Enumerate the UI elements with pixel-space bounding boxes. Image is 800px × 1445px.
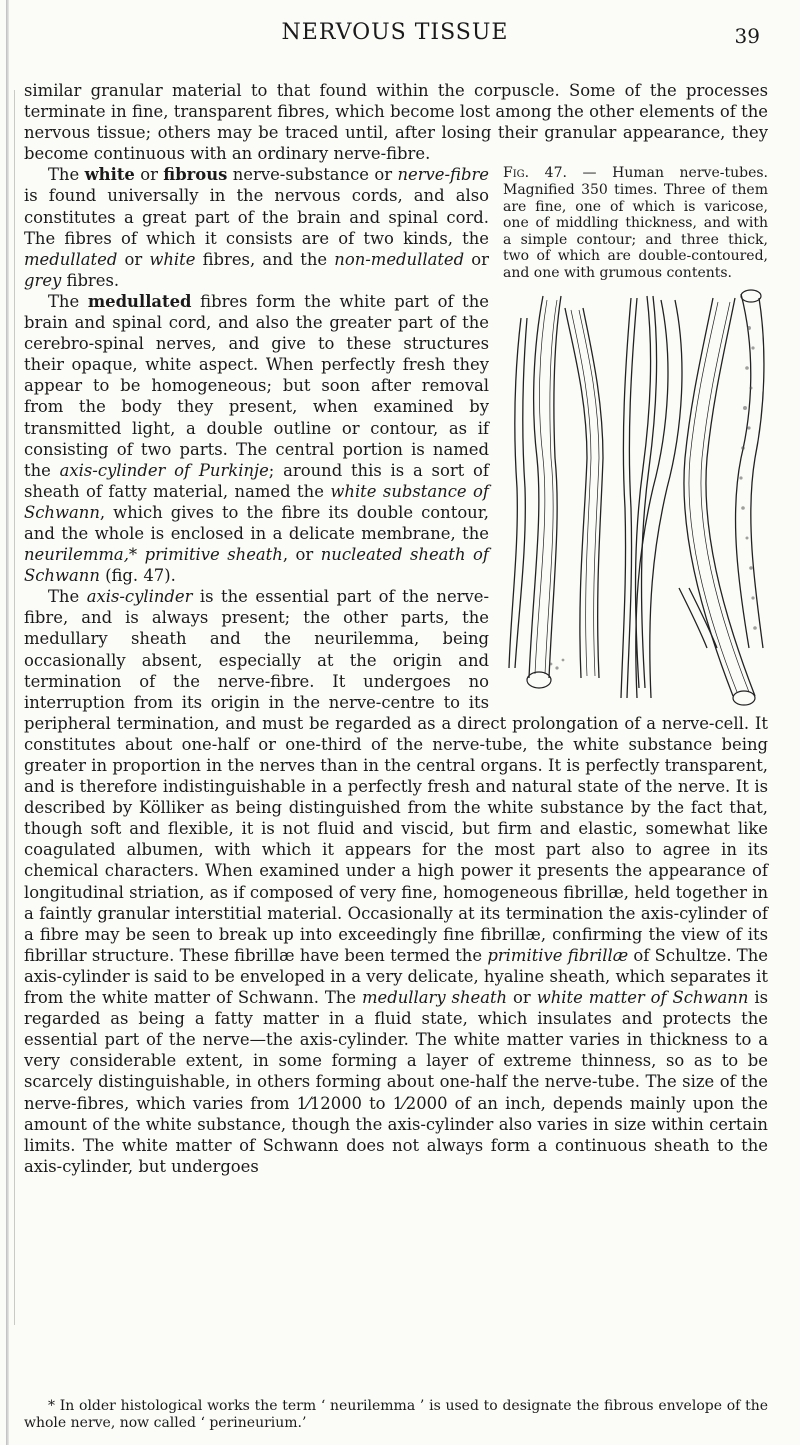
italic-term: grey: [24, 270, 62, 290]
italic-term: primitive fibrillæ: [487, 945, 629, 965]
text-run: (fig. 47).: [99, 566, 176, 586]
text-run: fibres.: [61, 270, 120, 290]
figure-47: [503, 165, 768, 707]
text-run: , which gives to the fibre its double contour, and the whole is enclosed in a delicate membrane, the: [24, 502, 489, 543]
figure-caption: [503, 165, 768, 281]
text-run: is the essential part of the nerve-fibre, and is always present; the other parts, the medullary sheath and the neurilemma, being occasionally absent, especially at the origin and termination of the nerve-fibre. It undergoes no interruption from its origin in the nerve-centre to its peripheral termination, and must be regarded as a direct prolongation of a nerve-cell. It constitutes about one-half or one-third of the nerve-tube, the white substance being greater in proportion in the nerves than in the central organs. It is perfectly transparent, and is therefore indistinguishable in a perfectly fresh and natural state of the nerve. It is described by Kölliker as being distinguished from the white substance by the fact that, though soft and flexible, it is not fluid and viscid, but firm and elastic, somewhat like coagulated albumen, with which it appears for the most part also to agree in its chemical characters. When examined under a high power it presents the appearance of longitudinal striation, as if composed of very fine, homogeneous fibrillæ, held together in a faintly granular interstitial material. Occasionally at its termination the axis-cylinder of a fibre may be seen to break up into exceedingly fine fibrillæ, confirming the view of its fibrillar structure. These fibrillæ have been termed the: [24, 587, 768, 965]
text-run: is regarded as being a fatty matter in a fluid state, which insulates and protects the essential part of the nerve—the axis-cylinder. The white matter varies in thickness to a very considerable extent, in some forming a layer of extreme thinness, so as to be scarcely distinguishable, in others forming about one-half the nerve-tube. The size of the nerve-fibres, which varies from: [24, 988, 768, 1113]
text-run: fibres form the white part of the brain and spinal cord, and also the greater part of the cerebro-spinal nerves, and give to these structures their opaque, white aspect. When perfectly fresh they appear to be homogeneous; but soon after removal from the body they present, when examined by transmitted light, a double outline or contour, as if consisting of two parts. The central portion is named the: [24, 291, 490, 480]
text-run: The: [48, 291, 88, 311]
text-run: is found universally in the nervous cords, and also constitutes a great part of the brain and spinal cord. The fibres of which it consists are of two kinds, the: [24, 186, 489, 248]
fraction: 1⁄2000: [392, 1093, 448, 1113]
text-run: The: [48, 165, 85, 185]
bold-term: fibrous: [163, 165, 228, 185]
text-run: , or: [282, 545, 321, 565]
text-run: of Schultze. The axis-cylinder is said to be enveloped in a very delicate, hyaline sheath, which separates it from the white matter of Schwann. The: [24, 945, 768, 1008]
paragraph-text: similar granular material to that found within the corpuscle. Some of the processes terminate in fine, transparent fibres, which become lost among the other elements of the nervous tissue; others may be traced until, after losing their granular appearance, they become continuous with an ordinary nerve-fibre.: [24, 81, 768, 164]
text-run: to: [361, 1093, 393, 1113]
italic-term: non-medullated: [334, 249, 465, 269]
italic-term: nerve-fibre: [397, 165, 490, 185]
page-number: 39: [734, 24, 760, 48]
italic-term: white matter of Schwann: [536, 988, 749, 1008]
italic-term: neurilemma,*: [24, 545, 138, 565]
text-run: or: [134, 165, 164, 185]
bold-term: white: [84, 165, 135, 185]
text-run: of an inch, depends mainly upon the amount of the white substance, though the axis-cylinder also varies in size within certain limits. The white matter of Schwann does not always form a continuous sheath to the axis-cylinder, but undergoes: [24, 1093, 769, 1176]
italic-term: axis-cylinder of Purkinje: [59, 460, 269, 480]
text-run: or: [117, 249, 150, 269]
running-head: NERVOUS TISSUE: [281, 20, 509, 45]
text-run: or: [464, 249, 489, 269]
fraction: 1⁄12000: [296, 1093, 362, 1113]
italic-term: medullated: [24, 249, 118, 269]
figure-label: Fig. 47.: [503, 165, 567, 182]
bold-term: medullated: [87, 291, 192, 311]
page-header: [30, 14, 760, 54]
text-run: nerve-substance or: [227, 165, 398, 185]
page-body: [24, 80, 768, 1177]
text-run: The: [48, 587, 87, 607]
text-run: fibres, and the: [195, 249, 335, 269]
italic-term: white: [149, 249, 196, 269]
page-binding-edge: [6, 0, 9, 1445]
nerve-tubes-illustration: [503, 288, 768, 708]
italic-term: primitive sheath: [144, 545, 283, 565]
text-run: ; around this is a sort of sheath of fatty material, named the: [24, 460, 489, 501]
footnote: * In older histological works the term ‘ neurilemma ’ is used to designate the fibrous envelope of the whole nerve, now called ‘ perineurium.’: [24, 1398, 768, 1431]
page-binding-shadow: [14, 90, 15, 1325]
italic-term: nucleated sheath of Schwann: [24, 545, 489, 586]
text-run: [137, 545, 145, 564]
text-run: or: [507, 988, 537, 1008]
italic-term: white substance of Schwann: [24, 481, 489, 522]
italic-term: axis-cylinder: [86, 587, 193, 607]
paragraph: [24, 80, 768, 164]
italic-term: medullary sheath: [361, 988, 508, 1008]
figure-caption-text: — Human nerve-tubes. Magnified 350 times. Three of them are fine, one of which is varicose, one of middling thickness, and with a simple contour; and three thick, two of which are double-contoured, and one with grumous contents.: [503, 165, 768, 281]
